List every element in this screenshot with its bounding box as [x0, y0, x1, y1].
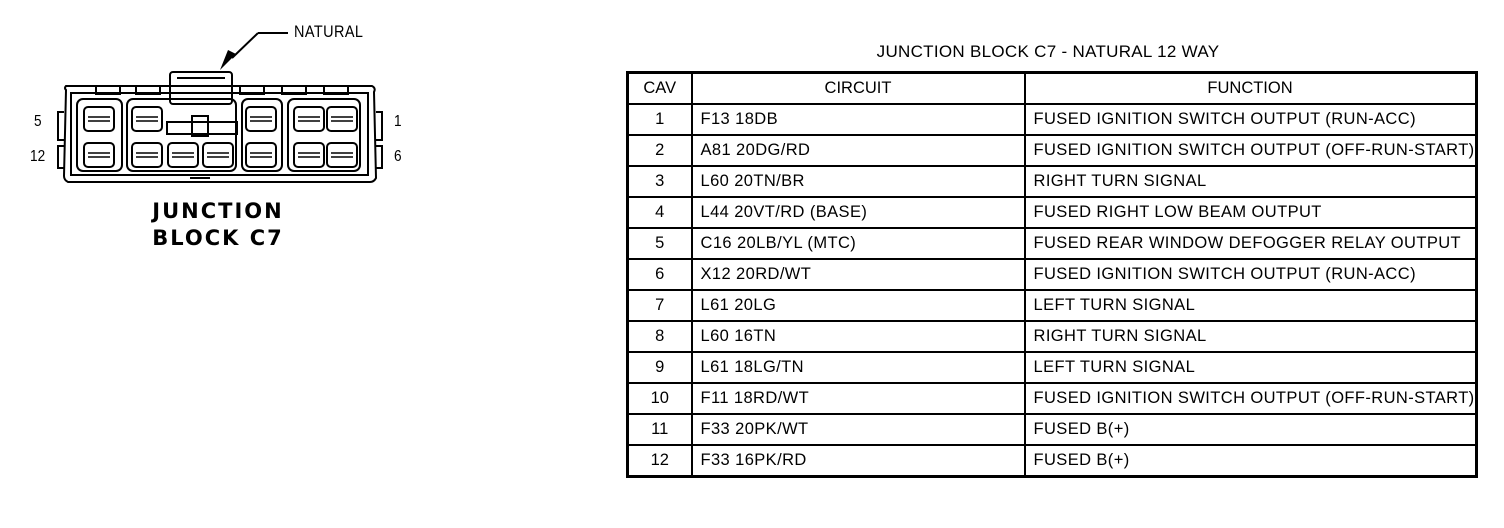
- table-row: [628, 321, 1477, 352]
- cav-cell: 12: [628, 445, 692, 477]
- cav-cell: 7: [628, 290, 692, 321]
- table-title: JUNCTION BLOCK C7 - NATURAL 12 WAY: [876, 42, 1220, 61]
- circuit-cell: F33 16PK/RD: [692, 445, 1025, 477]
- circuit-cell: C16 20LB/YL (MTC): [692, 228, 1025, 259]
- cav-cell: 8: [628, 321, 692, 352]
- cav-cell: 10: [628, 383, 692, 414]
- table-row: [628, 135, 1477, 166]
- pin-label-left-bottom: 12: [30, 148, 46, 165]
- connector-title-line1: JUNCTION: [152, 199, 284, 223]
- function-cell: LEFT TURN SIGNAL: [1025, 352, 1477, 383]
- circuit-cell: F33 20PK/WT: [692, 414, 1025, 445]
- cav-cell: 2: [628, 135, 692, 166]
- table-row: [628, 414, 1477, 445]
- table-row: [628, 290, 1477, 321]
- header-circuit: CIRCUIT: [692, 73, 1025, 105]
- table-header-row: [628, 73, 1477, 105]
- connector-drawing: [0, 0, 600, 300]
- cav-cell: 6: [628, 259, 692, 290]
- circuit-cell: L60 20TN/BR: [692, 166, 1025, 197]
- circuit-cell: X12 20RD/WT: [692, 259, 1025, 290]
- header-cav: CAV: [628, 73, 692, 105]
- leader-line-diagonal: [232, 33, 258, 58]
- circuit-cell: F13 18DB: [692, 104, 1025, 135]
- pin-label-right-bottom: 6: [394, 148, 402, 165]
- circuit-cell: L60 16TN: [692, 321, 1025, 352]
- circuit-cell: L61 20LG: [692, 290, 1025, 321]
- cav-cell: 5: [628, 228, 692, 259]
- table-row: [628, 104, 1477, 135]
- pointer-arrowhead: [220, 50, 236, 70]
- function-cell: FUSED IGNITION SWITCH OUTPUT (OFF-RUN-START): [1025, 135, 1477, 166]
- table-body: [628, 104, 1477, 477]
- function-cell: FUSED B(+): [1025, 445, 1477, 477]
- circuit-cell: L61 18LG/TN: [692, 352, 1025, 383]
- table-row: [628, 383, 1477, 414]
- connector-title-line2: BLOCK C7: [152, 226, 284, 250]
- cav-cell: 11: [628, 414, 692, 445]
- pin-label-right-top: 1: [394, 113, 402, 130]
- cav-cell: 4: [628, 197, 692, 228]
- function-cell: LEFT TURN SIGNAL: [1025, 290, 1477, 321]
- terminals-top-row: [84, 107, 357, 131]
- cav-cell: 1: [628, 104, 692, 135]
- table-row: [628, 197, 1477, 228]
- function-cell: FUSED REAR WINDOW DEFOGGER RELAY OUTPUT: [1025, 228, 1477, 259]
- function-cell: FUSED IGNITION SWITCH OUTPUT (RUN-ACC): [1025, 259, 1477, 290]
- table-row: [628, 166, 1477, 197]
- pinout-table: [626, 71, 1478, 478]
- function-cell: FUSED B(+): [1025, 414, 1477, 445]
- cav-cell: 3: [628, 166, 692, 197]
- header-function: FUNCTION: [1025, 73, 1477, 105]
- terminals-bottom-row: [84, 143, 357, 167]
- circuit-cell: A81 20DG/RD: [692, 135, 1025, 166]
- circuit-cell: F11 18RD/WT: [692, 383, 1025, 414]
- pin-label-left-top: 5: [34, 113, 42, 130]
- cav-cell: 9: [628, 352, 692, 383]
- connector-diagram: [0, 0, 600, 300]
- natural-pointer-label: NATURAL: [294, 22, 364, 41]
- table-row: [628, 352, 1477, 383]
- table-row: [628, 445, 1477, 477]
- function-cell: RIGHT TURN SIGNAL: [1025, 321, 1477, 352]
- function-cell: FUSED IGNITION SWITCH OUTPUT (OFF-RUN-START): [1025, 383, 1477, 414]
- table-row: [628, 228, 1477, 259]
- function-cell: RIGHT TURN SIGNAL: [1025, 166, 1477, 197]
- function-cell: FUSED IGNITION SWITCH OUTPUT (RUN-ACC): [1025, 104, 1477, 135]
- table-row: [628, 259, 1477, 290]
- connector-title: [120, 198, 316, 252]
- circuit-cell: L44 20VT/RD (BASE): [692, 197, 1025, 228]
- function-cell: FUSED RIGHT LOW BEAM OUTPUT: [1025, 197, 1477, 228]
